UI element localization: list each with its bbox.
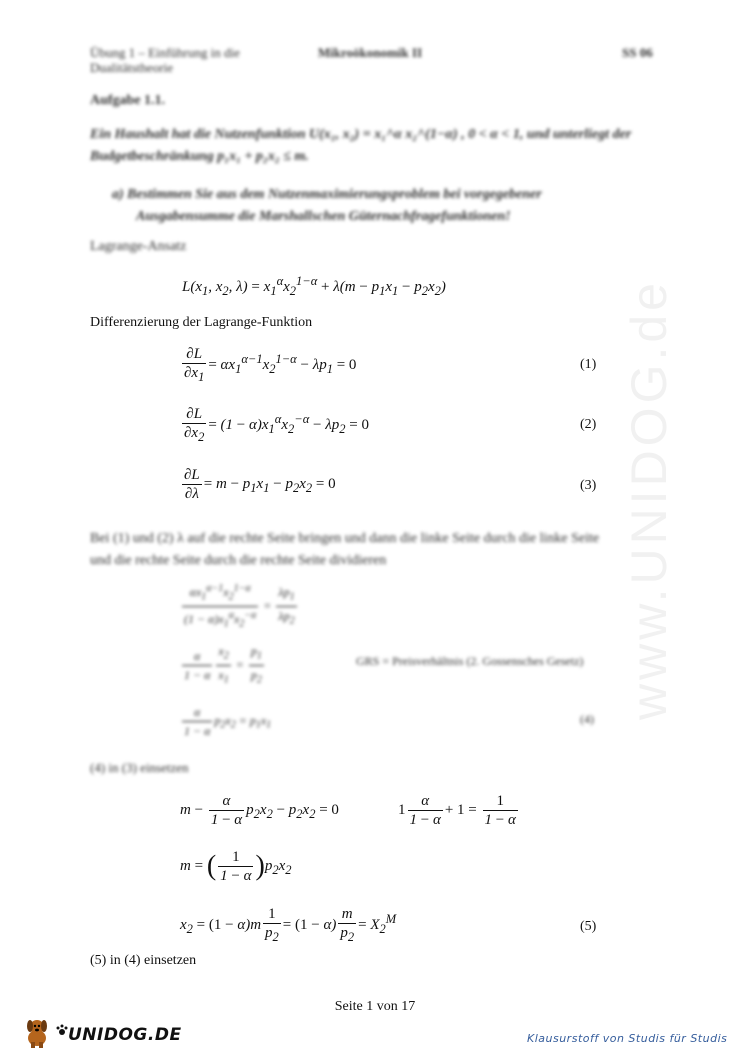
equation-3-number: (3) xyxy=(580,478,597,493)
unidog-logo xyxy=(20,1016,200,1050)
equation-5-number: (5) xyxy=(580,919,597,934)
equation-2-number: (2) xyxy=(580,417,597,432)
header-semester: SS 06 xyxy=(622,45,653,60)
lagrange-function: $L(x_1$, $x_2$, $\lambda) = x_1^\alpha x_2^{1-\alpha} + \lambda(m - p_1x_1 - p_2x_2)$ xyxy=(182,274,446,298)
grs-equation: $\frac{\alpha}{1 - \alpha}$ $\frac{x_2}{x_1}$ = $\frac{p_1}{p_2}$ xyxy=(184,644,262,686)
insert-5-in-4: (5) in (4) einsetzen xyxy=(90,953,197,968)
header-course xyxy=(90,45,240,75)
equation-4: $\frac{\alpha}{1 - \alpha}$ $p_2x_2 = p_1x_1$ xyxy=(184,705,272,738)
insert-4-in-3: (4) in (3) einsetzen xyxy=(90,760,189,775)
divide-line2: und die rechte Seite durch die rechte Seite dividieren xyxy=(90,553,387,568)
equation-1: $\frac{\partial L}{\partial x_1}$ = $\alpha x_1^{\alpha-1}x_2^{1-\alpha} - \lambda p_1 = 0$ xyxy=(184,346,357,384)
task-title: Aufgabe 1.1. xyxy=(90,93,166,108)
equation-1-number: (1) xyxy=(580,357,597,372)
task-intro-line2: Budgetbeschränkung p₁x₁ + p₂x₂ ≤ m. xyxy=(90,149,309,164)
divide-instructions xyxy=(90,528,650,572)
grs-text: GRS = Preisverhältnis (2. Gossensches Gesetz) xyxy=(356,654,584,668)
equation-2: $\frac{\partial L}{\partial x_2}$ = $(1 - \alpha)x_1^\alpha x_2^{-\alpha} - \lambda p_2 = 0$ xyxy=(184,406,369,444)
page-number: Seite 1 von 17 xyxy=(334,999,416,1014)
divide-line1: Bei (1) und (2) λ auf die rechte Seite bringen und dann die linke Seite durch die linke Seite xyxy=(90,531,600,546)
part-a-line1: a) Bestimmen Sie aus dem Nutzenmaximierungsproblem bei vorgegebener xyxy=(112,187,542,202)
task-intro xyxy=(90,124,650,168)
side-calculation: 1 $\frac{\alpha}{1 - \alpha}$ + 1 = $\frac{1}{1 - \alpha}$ xyxy=(398,793,516,828)
substitution-equation: m − $\frac{\alpha}{1 - \alpha}$ $p_2x_2 - p_2x_2 = 0$ xyxy=(180,793,339,828)
part-a-question xyxy=(112,184,632,228)
header-subject: Mikroökonomik II xyxy=(318,45,423,60)
equation-5: $x_2 = (1 - \alpha)m$ $\frac{1}{p_2}$ = (1 − α) $\frac{m}{p_2}$ = $X_2^M$ xyxy=(180,906,397,944)
task-intro-line1: Ein Haushalt hat die Nutzenfunktion U(x₁, x₂) = x₁^α x₂^(1−α) , 0 < α < 1, und unterliegt der xyxy=(90,127,632,142)
lagrange-heading: Lagrange-Ansatz xyxy=(90,239,187,254)
watermark: www.UNIDOG.de xyxy=(621,279,677,720)
header-course-line2: Dualitätstheorie xyxy=(90,60,174,75)
logo-text: UNIDOG.DE xyxy=(68,1025,182,1045)
paw-icon xyxy=(56,1024,68,1036)
part-a-line2: Ausgabensumme die Marshallschen Güternachfragefunktionen! xyxy=(136,209,511,224)
header-course-line1: Übung 1 – Einführung in die xyxy=(90,45,240,60)
footer-tagline: Klausurstoff von Studis für Studis xyxy=(527,1032,728,1045)
ratio-equation: $\frac{\alpha x_1^{\alpha-1}x_2^{1-\alpha}}{(1 - \alpha)x_1^\alpha x_2^{-\alpha}}$ = $\frac{\lambda p_1}{\lambda p_2}$ xyxy=(180,580,299,634)
diff-heading: Differenzierung der Lagrange-Funktion xyxy=(90,315,313,330)
dog-icon xyxy=(20,1016,54,1050)
equation-3: $\frac{\partial L}{\partial\lambda}$ = $m - p_1x_1 - p_2x_2 = 0$ xyxy=(184,467,336,502)
equation-4-number: (4) xyxy=(580,712,594,726)
m-equation: m = ( $\frac{1}{1 - \alpha}$ )$p_2x_2$ xyxy=(180,849,292,884)
